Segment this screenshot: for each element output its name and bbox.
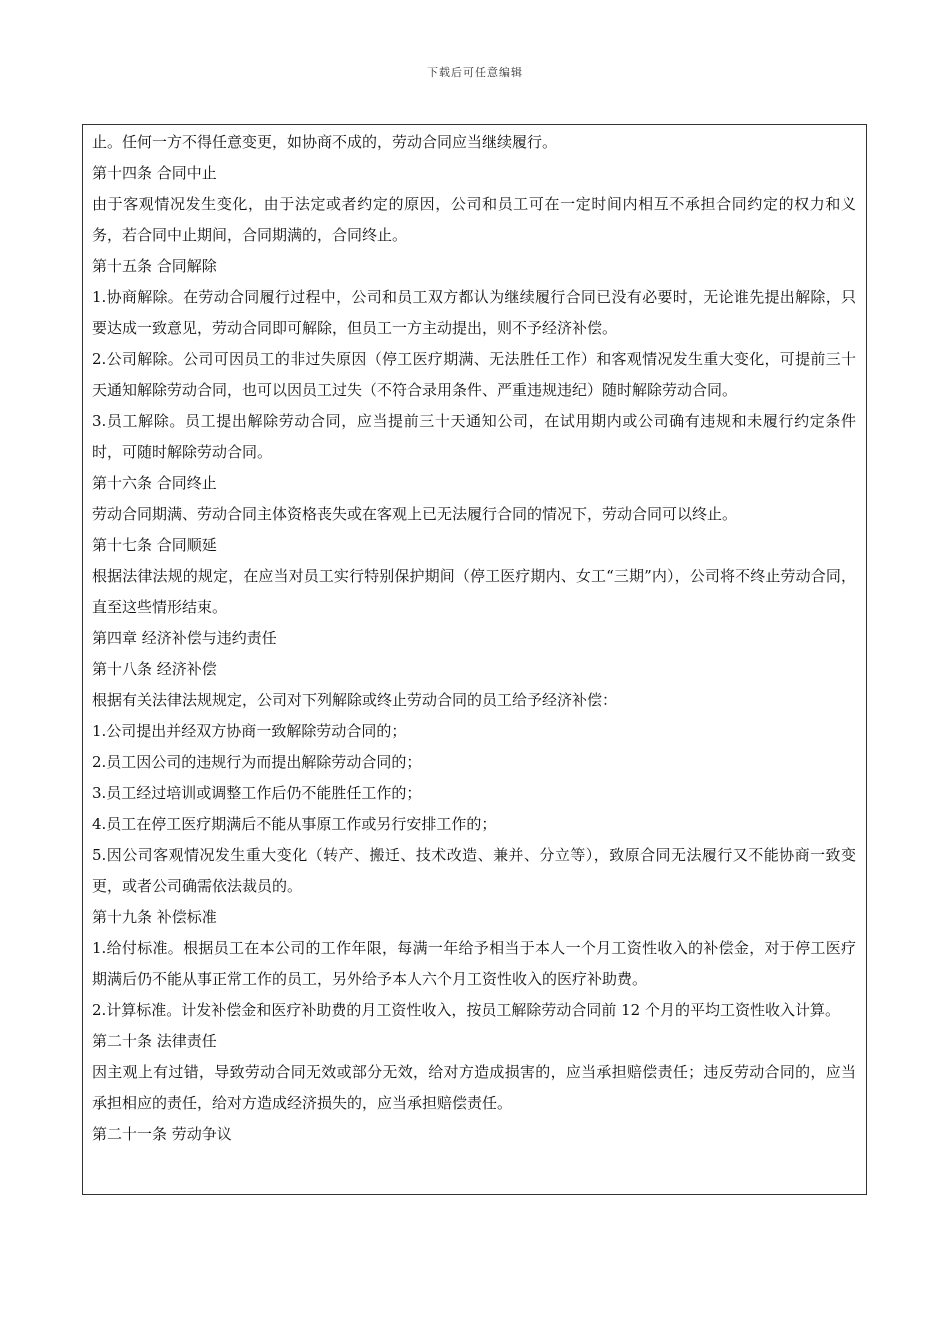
article-21-heading: 第二十一条 劳动争议 <box>92 1125 232 1143</box>
article-17-body: 根据法律法规的规定，在应当对员工实行特别保护期间（停工医疗期内、女工“三期”内），公司将不终止劳动合同，直至这些情形结束。 <box>92 567 856 616</box>
article-16-body: 劳动合同期满、劳动合同主体资格丧失或在客观上已无法履行合同的情况下，劳动合同可以终止。 <box>92 505 738 523</box>
paragraph-continuation: 止。任何一方不得任意变更，如协商不成的，劳动合同应当继续履行。 <box>92 133 558 151</box>
article-20-body: 因主观上有过错，导致劳动合同无效或部分无效，给对方造成损害的，应当承担赔偿责任；违反劳动合同的，应当承担相应的责任，给对方造成经济损失的，应当承担赔偿责任。 <box>92 1063 856 1112</box>
chapter-4-heading: 第四章 经济补偿与违约责任 <box>92 629 277 647</box>
article-18-item-2: 2.员工因公司的违规行为而提出解除劳动合同的； <box>92 753 422 771</box>
article-18-heading: 第十八条 经济补偿 <box>92 660 217 678</box>
article-16-heading: 第十六条 合同终止 <box>92 474 217 492</box>
article-14-heading: 第十四条 合同中止 <box>92 164 217 182</box>
article-18-body: 根据有关法律法规规定，公司对下列解除或终止劳动合同的员工给予经济补偿： <box>92 691 618 709</box>
document-body <box>82 124 867 1195</box>
article-15-item-2: 2.公司解除。公司可因员工的非过失原因（停工医疗期满、无法胜任工作）和客观情况发生重大变化，可提前三十天通知解除劳动合同，也可以因员工过失（不符合录用条件、严重违规违纪）随时解除劳动合同。 <box>92 350 856 399</box>
article-19-item-1: 1.给付标准。根据员工在本公司的工作年限，每满一年给予相当于本人一个月工资性收入的补偿金，对于停工医疗期满后仍不能从事正常工作的员工，另外给予本人六个月工资性收入的医疗补助费。 <box>92 939 856 988</box>
article-20-heading: 第二十条 法律责任 <box>92 1032 217 1050</box>
article-19-item-2: 2.计算标准。计发补偿金和医疗补助费的月工资性收入，按员工解除劳动合同前 12 个月的平均工资性收入计算。 <box>92 1001 840 1019</box>
article-18-item-3: 3.员工经过培训或调整工作后仍不能胜任工作的； <box>92 784 422 802</box>
article-18-item-4: 4.员工在停工医疗期满后不能从事原工作或另行安排工作的； <box>92 815 497 833</box>
article-19-heading: 第十九条 补偿标准 <box>92 908 217 926</box>
article-18-item-5: 5.因公司客观情况发生重大变化（转产、搬迁、技术改造、兼并、分立等），致原合同无法履行又不能协商一致变更，或者公司确需依法裁员的。 <box>92 846 856 895</box>
article-14-body: 由于客观情况发生变化，由于法定或者约定的原因，公司和员工可在一定时间内相互不承担合同约定的权力和义务，若合同中止期间，合同期满的，合同终止。 <box>92 195 856 244</box>
article-17-heading: 第十七条 合同顺延 <box>92 536 217 554</box>
article-18-item-1: 1.公司提出并经双方协商一致解除劳动合同的； <box>92 722 407 740</box>
page-header: 下载后可任意编辑 <box>427 66 523 79</box>
article-15-heading: 第十五条 合同解除 <box>92 257 217 275</box>
article-15-item-3: 3.员工解除。员工提出解除劳动合同，应当提前三十天通知公司，在试用期内或公司确有违规和未履行约定条件时，可随时解除劳动合同。 <box>92 412 856 461</box>
article-15-item-1: 1.协商解除。在劳动合同履行过程中，公司和员工双方都认为继续履行合同已没有必要时，无论谁先提出解除，只要达成一致意见，劳动合同即可解除，但员工一方主动提出，则不予经济补偿。 <box>92 288 856 337</box>
